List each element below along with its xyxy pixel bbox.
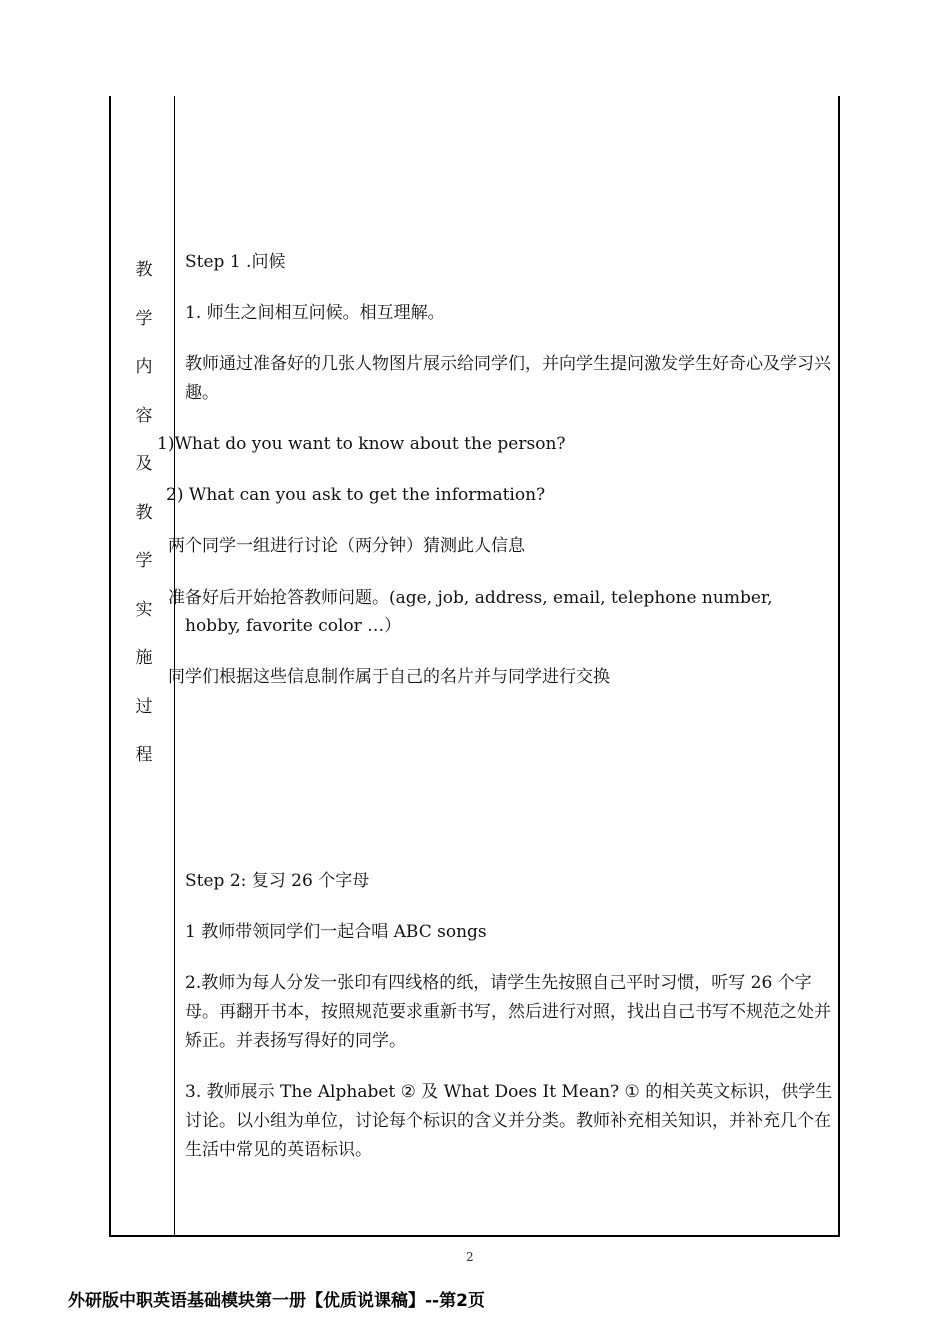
step1-answer-line2: hobby, favorite color …） [185, 616, 402, 636]
step1-heading: Step 1 .问候 [185, 252, 286, 272]
side-label-char: 内 [135, 357, 153, 377]
side-label-char: 教 [135, 502, 153, 523]
side-label-char: 容 [135, 405, 153, 426]
step1-discussion: 两个同学一组进行讨论（两分钟）猜测此人信息 [168, 536, 525, 556]
side-label-char: 教 [135, 260, 153, 280]
step2-item1: 1 教师带领同学们一起合唱 ABC songs [185, 922, 487, 942]
step1-question1: 1)What do you want to know about the person? [157, 434, 566, 454]
side-label-char: 程 [135, 745, 153, 765]
side-label-char: 实 [135, 599, 153, 620]
side-label-char: 学 [135, 308, 153, 329]
side-label-char: 及 [135, 454, 153, 474]
side-label-char: 过 [135, 696, 153, 717]
step1-question2: 2) What can you ask to get the information? [166, 485, 546, 505]
page-number: 2 [466, 1250, 474, 1264]
step1-business-card: 同学们根据这些信息制作属于自己的名片并与同学进行交换 [168, 667, 610, 687]
side-label [133, 255, 155, 789]
step2-heading: Step 2: 复习 26 个字母 [185, 871, 370, 891]
step1-paragraph: 教师通过准备好的几张人物图片展示给同学们，并向学生提问激发学生好奇心及学习兴趣。 [185, 354, 831, 403]
step1-item1: 1. 师生之间相互问候。相互理解。 [185, 303, 445, 323]
side-label-char: 学 [135, 551, 153, 571]
footer-title: 外研版中职英语基础模块第一册【优质说课稿】--第2页 [68, 1291, 485, 1311]
side-label-char: 施 [135, 648, 153, 668]
step2-item3: 3. 教师展示 The Alphabet ② 及 What Does It Mean? ① 的相关英文标识，供学生讨论。以小组为单位，讨论每个标识的含义并分类。教师补充相关知识，并补充几个在生活中常见的英语标识。 [185, 1082, 833, 1160]
step1-answer-line1: 准备好后开始抢答教师问题。(age, job, address, email, telephone number, [168, 588, 773, 608]
step2-item2: 2.教师为每人分发一张印有四线格的纸，请学生先按照自己平时习惯，听写 26 个字母。再翻开书本，按照规范要求重新书写，然后进行对照，找出自己书写不规范之处并矫正。并表扬写得好的同学。 [185, 973, 831, 1051]
